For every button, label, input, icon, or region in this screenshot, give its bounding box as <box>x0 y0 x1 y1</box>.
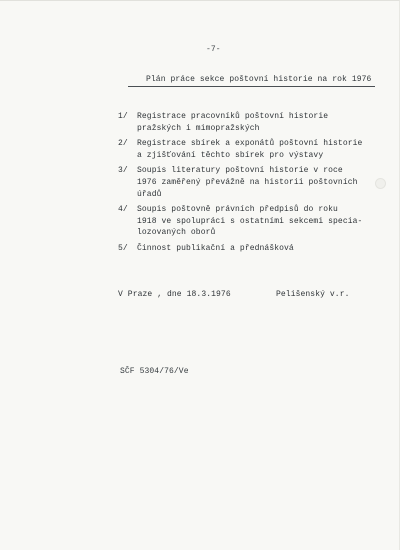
item-text-line: Soupis poštovně právních předpisů do roku <box>137 205 338 215</box>
item-number: 3/ <box>118 166 128 176</box>
signature-line: Pelišenský v.r. <box>276 290 350 299</box>
paper-punch-hole <box>375 178 386 189</box>
document-title: Plán práce sekce poštovní historie na rok 1976 <box>146 75 372 84</box>
document-reference: SČF 5304/76/Ve <box>120 367 189 376</box>
item-text-line: Soupis literatury poštovní historie v roce <box>137 166 343 176</box>
item-text-line: Činnost publikační a přednášková <box>137 243 294 253</box>
item-number: 2/ <box>118 139 128 149</box>
item-text-line: Registrace sbírek a exponátů poštovní historie <box>137 139 363 149</box>
page-number: -7- <box>206 45 221 54</box>
item-number: 5/ <box>118 243 128 253</box>
item-text-line: a zjišťování těchto sbírek pro výstavy <box>137 150 324 160</box>
work-plan-list <box>118 111 383 259</box>
item-text-line: 1918 ve spolupráci s ostatními sekcemi specia- <box>137 216 363 226</box>
item-text-line: Registrace pracovníků poštovní historie <box>137 112 329 121</box>
work-plan-item <box>118 243 383 255</box>
item-text-line: lozovaných oborů <box>137 228 216 238</box>
work-plan-item <box>118 165 383 200</box>
place-and-date: V Praze , dne 18.3.1976 <box>118 290 231 299</box>
work-plan-item <box>118 204 383 239</box>
item-text-line: pražských i mimopražských <box>137 123 260 133</box>
item-text-line: 1976 zaměřený převážně na historii poštovních <box>137 177 358 187</box>
item-number: 4/ <box>118 205 128 215</box>
title-underline <box>128 86 375 87</box>
work-plan-item <box>118 111 383 134</box>
item-number: 1/ <box>118 112 128 121</box>
work-plan-item <box>118 138 383 161</box>
item-text-line: úřadů <box>137 189 162 199</box>
